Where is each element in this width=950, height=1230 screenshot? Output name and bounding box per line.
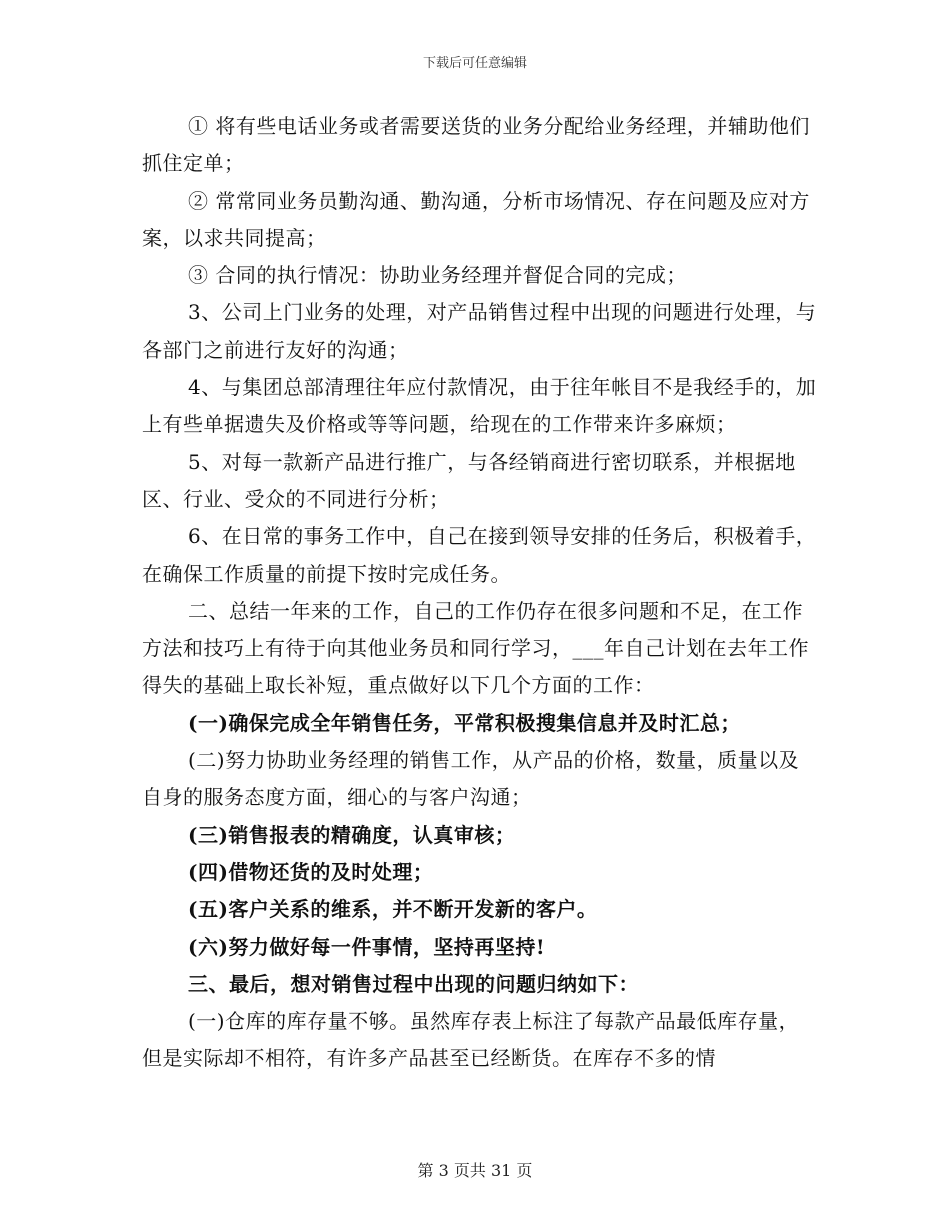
paragraph-13: (五)客户关系的维系，并不断开发新的客户。 — [188, 897, 598, 922]
paragraph-2: ② 常常同业务员勤沟通、勤沟通，分析市场情况、存在问题及应对方案，以求共同提高； — [142, 188, 810, 250]
paragraph-5: 4、与集团总部清理往年应付款情况，由于往年帐目不是我经手的，加上有些单据遗失及价格或等等问题，给现在的工作带来许多麻烦； — [142, 375, 817, 437]
paragraph-16: (一)仓库的库存量不够。虽然库存表上标注了每款产品最低库存量，但是实际却不相符，有许多产品甚至已经断货。在库存不多的情 — [142, 1009, 800, 1071]
page-header: 下载后可任意编辑 — [422, 56, 527, 71]
paragraph-14: (六)努力做好每一件事情，坚持再坚持! — [188, 934, 546, 959]
paragraph-6: 5、对每一款新产品进行推广，与各经销商进行密切联系，并根据地区、行业、受众的不同进行分析； — [142, 449, 796, 511]
paragraph-8: 二、总结一年来的工作，自己的工作仍存在很多问题和不足，在工作方法和技巧上有待于向其他业务员和同行学习，___年自己计划在去年工作得失的基础上取长补短，重点做好以下几个方面的工作： — [142, 598, 809, 698]
paragraph-9: (一)确保完成全年销售任务，平常积极搜集信息并及时汇总； — [188, 710, 741, 735]
paragraph-12: (四)借物还货的及时处理； — [188, 859, 434, 884]
paragraph-1: ① 将有些电话业务或者需要送货的业务分配给业务经理，并辅助他们抓住定单； — [142, 114, 810, 176]
paragraph-15: 三、最后，想对销售过程中出现的问题归纳如下： — [188, 971, 639, 996]
paragraph-7: 6、在日常的事务工作中，自己在接到领导安排的任务后，积极着手，在确保工作质量的前提下按时完成任务。 — [142, 524, 817, 586]
paragraph-10: (二)努力协助业务经理的销售工作，从产品的价格，数量，质量以及自身的服务态度方面，细心的与客户沟通； — [142, 748, 800, 810]
paragraph-3: ③ 合同的执行情况：协助业务经理并督促合同的完成； — [188, 263, 687, 288]
page-footer: 第 3 页共 31 页 — [417, 1161, 533, 1180]
document-body — [142, 108, 818, 1078]
paragraph-4: 3、公司上门业务的处理，对产品销售过程中出现的问题进行处理，与各部门之前进行友好的沟通； — [142, 300, 817, 362]
paragraph-11: (三)销售报表的精确度，认真审核； — [188, 822, 516, 847]
